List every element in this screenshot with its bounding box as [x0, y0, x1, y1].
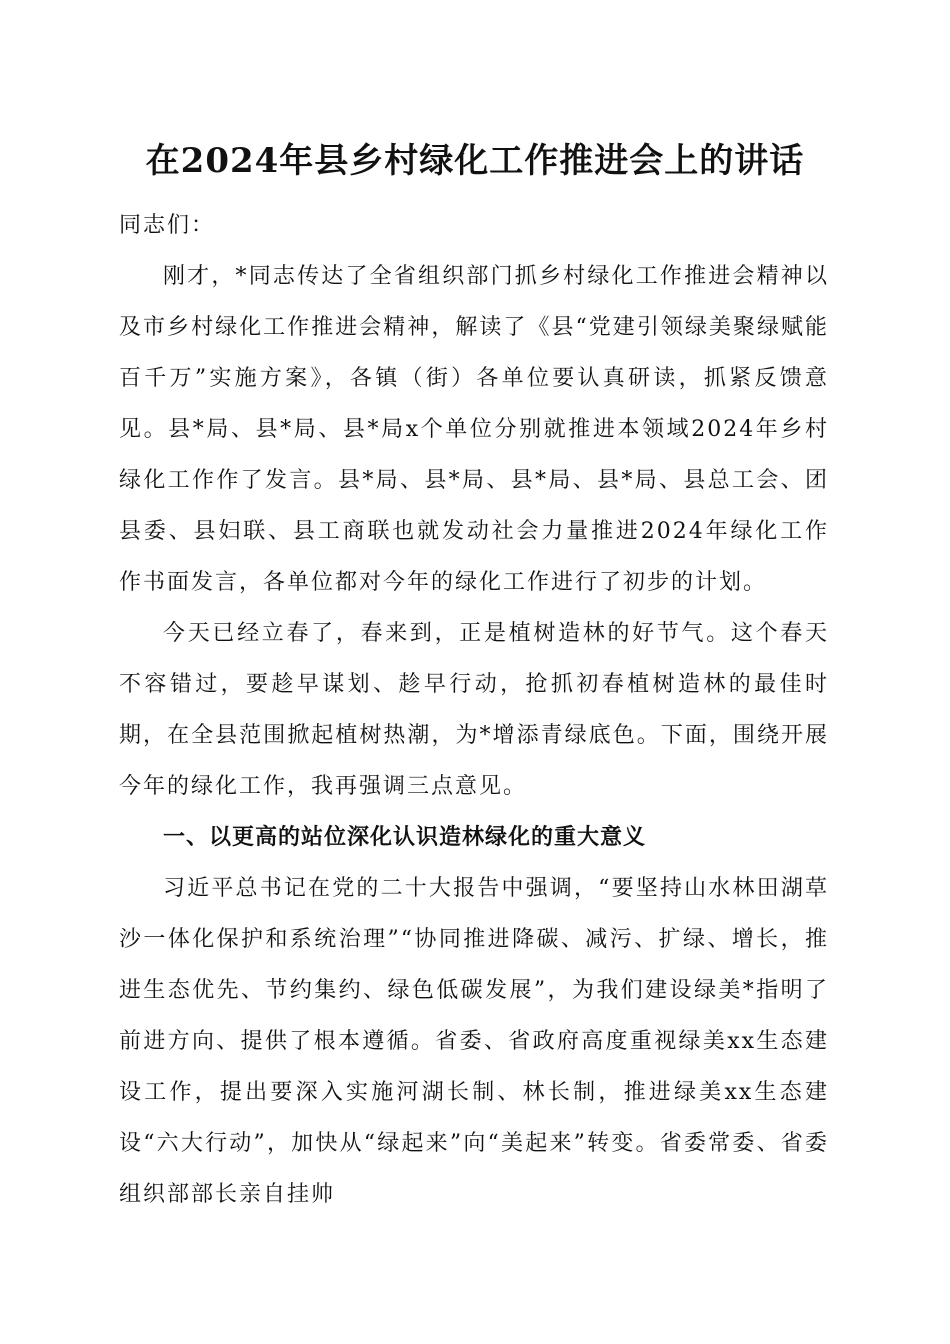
paragraph-spring: 今天已经立春了，春来到，正是植树造林的好节气。这个春天不容错过，要趁早谋划、趁早行动，抢抓初春植树造林的最佳时期，在全县范围掀起植树热潮，为*增添青绿底色。下面，围绕开展今年的绿化工作，我再强调三点意见。 [119, 621, 829, 799]
paragraph-opening: 刚才，*同志传达了全省组织部门抓乡村绿化工作推进会精神以及市乡村绿化工作推进会精神，解读了《县“党建引领绿美聚绿赋能百千万”实施方案》，各镇（街）各单位要认真研读，抓紧反馈意见。县*局、县*局、县*局x个单位分别就推进本领域2024年乡村绿化工作作了发言。县*局、县*局、县*局、县*局、县总工会、团县委、县妇联、县工商联也就发动社会力量推进2024年绿化工作作书面发言，各单位都对今年的绿化工作进行了初步的计划。 [119, 264, 829, 595]
document-title: 在2024年县乡村绿化工作推进会上的讲话 [145, 141, 805, 181]
document-body [119, 200, 829, 1220]
paragraph-section-one: 习近平总书记在党的二十大报告中强调，“要坚持山水林田湖草沙一体化保护和系统治理”“协同推进降碳、减污、扩绿、增长，推进生态优先、节约集约、绿色低碳发展”，为我们建设绿美*指明了前进方向、提供了根本遵循。省委、省政府高度重视绿美xx生态建设工作，提出要深入实施河湖长制、林长制，推进绿美xx生态建设“六大行动”，加快从“绿起来”向“美起来”转变。省委常委、省委组织部部长亲自挂帅 [119, 876, 830, 1207]
salutation: 同志们： [119, 213, 216, 238]
section-heading: 一、以更高的站位深化认识造林绿化的重大意义 [163, 825, 647, 850]
